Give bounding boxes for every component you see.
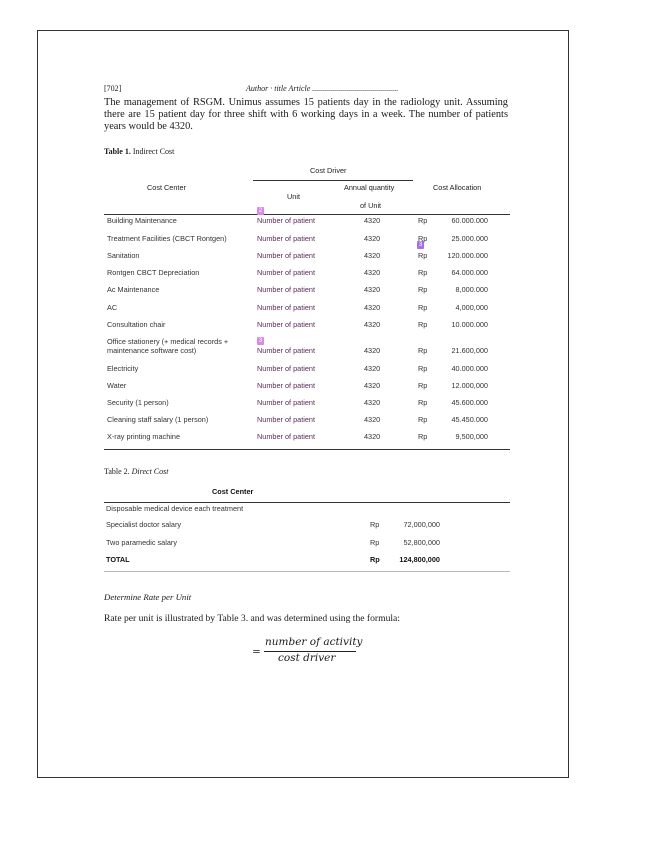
cost-center-cell: Cleaning staff salary (1 person) bbox=[107, 415, 209, 424]
currency-cell: Rp bbox=[418, 346, 428, 355]
amount-cell: 72,000,000 bbox=[403, 520, 440, 529]
table-row bbox=[107, 415, 507, 431]
quantity-cell: 4320 bbox=[364, 346, 381, 355]
quantity-cell: 4320 bbox=[364, 216, 381, 225]
quantity-cell: 4320 bbox=[364, 398, 381, 407]
running-title: Author · title Article ........................................... bbox=[246, 84, 399, 93]
amount-cell: 25.000.000 bbox=[451, 234, 488, 243]
annotation-marker: 2 bbox=[258, 208, 263, 214]
table-row bbox=[107, 320, 507, 336]
quantity-cell: 4320 bbox=[364, 268, 381, 277]
quantity-cell: 4320 bbox=[364, 432, 381, 441]
unit-cell: Number of patient bbox=[257, 303, 316, 312]
amount-cell: 9,500,000 bbox=[455, 432, 488, 441]
unit-cell: Number of patient bbox=[257, 285, 316, 294]
cost-center-cell: Building Maintenance bbox=[107, 216, 177, 225]
unit-cell: Number of patient bbox=[257, 415, 316, 424]
amount-cell: 10.000.000 bbox=[451, 320, 488, 329]
quantity-cell: 4320 bbox=[364, 415, 381, 424]
quantity-cell: 4320 bbox=[364, 251, 381, 260]
currency-cell: Rp bbox=[418, 285, 428, 294]
amount-cell: 8,000.000 bbox=[455, 285, 488, 294]
table2-caption bbox=[104, 467, 168, 476]
quantity-cell: 4320 bbox=[364, 234, 381, 243]
cost-center-cell: X-ray printing machine bbox=[107, 432, 181, 441]
header-of-unit: of Unit bbox=[360, 201, 382, 210]
header-unit: Unit bbox=[287, 192, 300, 201]
formula-denominator: cost driver bbox=[278, 652, 336, 664]
total-label: TOTAL bbox=[106, 555, 130, 564]
cost-center-cell: Rontgen CBCT Depreciation bbox=[107, 268, 200, 277]
cost-center-cell: Treatment Facilities (CBCT Rontgen) bbox=[107, 234, 227, 243]
quantity-cell: 4320 bbox=[364, 285, 381, 294]
amount-cell: 60.000.000 bbox=[451, 216, 488, 225]
table-row bbox=[107, 364, 507, 380]
currency-cell: Rp bbox=[418, 216, 428, 225]
cost-center-cell: Electricity bbox=[107, 364, 139, 373]
currency-cell: Rp bbox=[418, 234, 428, 243]
currency-cell: Rp bbox=[418, 364, 428, 373]
currency-cell: Rp bbox=[418, 268, 428, 277]
table1-caption-label: Table 1. bbox=[104, 147, 131, 156]
currency-cell: Rp bbox=[370, 555, 380, 564]
quantity-cell: 4320 bbox=[364, 364, 381, 373]
amount-cell: 120.000.000 bbox=[447, 251, 488, 260]
quantity-cell: 4320 bbox=[364, 303, 381, 312]
table-row bbox=[107, 432, 507, 448]
table-row bbox=[106, 504, 510, 520]
table-row bbox=[107, 216, 507, 232]
formula-equals: = bbox=[252, 646, 261, 658]
page-number: [702] bbox=[104, 84, 122, 93]
section-subheading: Determine Rate per Unit bbox=[104, 592, 192, 602]
amount-cell: 64.000.000 bbox=[451, 268, 488, 277]
table1-header-rule bbox=[104, 214, 510, 215]
table-row bbox=[107, 285, 507, 301]
amount-cell: 52,800,000 bbox=[403, 538, 440, 547]
amount-cell: 45.450.000 bbox=[451, 415, 488, 424]
currency-cell: Rp bbox=[418, 415, 428, 424]
cost-center-cell: Office stationery (+ medical records + maintenance software cost) bbox=[107, 337, 229, 355]
amount-cell: 45.600.000 bbox=[451, 398, 488, 407]
unit-cell: Number of patient bbox=[257, 216, 316, 225]
header-cost-driver: Cost Driver bbox=[310, 166, 347, 175]
currency-cell: Rp bbox=[418, 381, 428, 390]
header-cost-allocation: Cost Allocation bbox=[433, 183, 482, 192]
unit-cell: Number of patient bbox=[257, 398, 316, 407]
cost-center-cell: Disposable medical device each treatment bbox=[106, 504, 244, 513]
table2-caption-label: Table 2. bbox=[104, 467, 130, 476]
table1-caption bbox=[104, 147, 174, 156]
table2-bottom-rule bbox=[104, 571, 510, 572]
cost-center-cell: Ac Maintenance bbox=[107, 285, 160, 294]
table2-caption-text: Direct Cost bbox=[131, 467, 169, 476]
table2-header-rule bbox=[104, 502, 510, 503]
currency-cell: Rp bbox=[418, 398, 428, 407]
header-cost-center: Cost Center bbox=[147, 183, 186, 192]
cost-center-cell: Consultation chair bbox=[107, 320, 166, 329]
currency-cell: Rp bbox=[418, 251, 428, 260]
unit-cell: Number of patient bbox=[257, 320, 316, 329]
currency-cell: Rp bbox=[418, 320, 428, 329]
cost-center-cell: Specialist doctor salary bbox=[106, 520, 182, 529]
unit-cell: Number of patient bbox=[257, 234, 316, 243]
amount-cell: 4,000,000 bbox=[455, 303, 488, 312]
header-annual-quantity: Annual quantity bbox=[344, 183, 395, 192]
formula-numerator: number of activity bbox=[265, 636, 363, 648]
table-row bbox=[106, 538, 510, 554]
table-row bbox=[106, 520, 510, 536]
cost-center-cell: Sanitation bbox=[107, 251, 140, 260]
currency-cell: Rp bbox=[418, 303, 428, 312]
currency-cell: Rp bbox=[370, 520, 380, 529]
cost-center-cell: Security (1 person) bbox=[107, 398, 169, 407]
quantity-cell: 4320 bbox=[364, 381, 381, 390]
cost-center-cell: Two paramedic salary bbox=[106, 538, 177, 547]
table-row bbox=[107, 381, 507, 397]
total-amount: 124,800,000 bbox=[399, 555, 440, 564]
table1-caption-text: Indirect Cost bbox=[132, 147, 175, 156]
table-row bbox=[107, 268, 507, 284]
intro-paragraph: The management of RSGM. Unimus assumes 15 patients day in the radiology unit. Assuming there are 15 patient day for three shift with 6 working days in a week. The number of patients years would be 4320. bbox=[104, 97, 508, 132]
table1-bottom-rule bbox=[104, 449, 510, 450]
annotation-marker: 3 bbox=[258, 338, 263, 344]
unit-cell: Number of patient bbox=[257, 381, 316, 390]
table-row bbox=[107, 251, 507, 267]
cost-driver-rule bbox=[253, 180, 413, 181]
cost-center-cell: Water bbox=[107, 381, 127, 390]
unit-cell: Number of patient bbox=[257, 251, 316, 260]
table-row bbox=[107, 398, 507, 414]
currency-cell: Rp bbox=[370, 538, 380, 547]
table-row bbox=[107, 303, 507, 319]
table-row bbox=[107, 234, 507, 250]
formula-intro-paragraph: Rate per unit is illustrated by Table 3. and was determined using the formula: bbox=[104, 613, 400, 624]
annotation-marker: 3 bbox=[418, 242, 423, 248]
amount-cell: 12.000,000 bbox=[451, 381, 488, 390]
unit-cell: Number of patient bbox=[257, 432, 316, 441]
table-row bbox=[107, 337, 507, 365]
currency-cell: Rp bbox=[418, 432, 428, 441]
table2-header-cost-center: Cost Center bbox=[212, 487, 254, 496]
unit-cell: Number of patient bbox=[257, 346, 316, 355]
quantity-cell: 4320 bbox=[364, 320, 381, 329]
amount-cell: 40.000.000 bbox=[451, 364, 488, 373]
amount-cell: 21.600,000 bbox=[451, 346, 488, 355]
table-row-total bbox=[106, 555, 510, 571]
unit-cell: Number of patient bbox=[257, 268, 316, 277]
cost-center-cell: AC bbox=[107, 303, 118, 312]
unit-cell: Number of patient bbox=[257, 364, 316, 373]
